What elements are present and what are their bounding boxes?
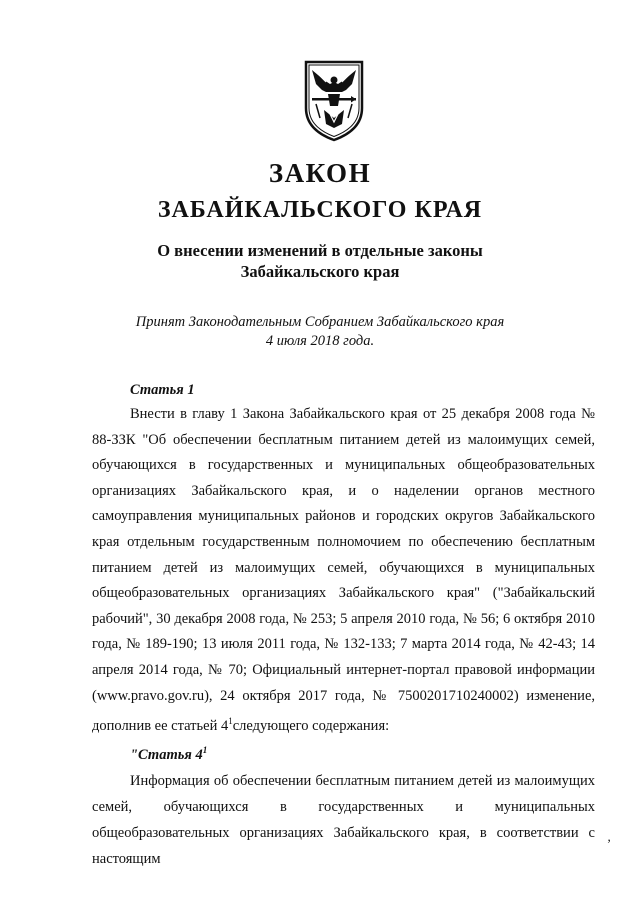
article-4-1-heading xyxy=(130,745,207,764)
article-4-heading-text: "Статья 4 xyxy=(130,746,203,763)
margin-mark: ’ xyxy=(606,836,611,851)
law-title: ЗАКОН xyxy=(268,158,372,188)
article-4-1-paragraph: Информация об обеспечении бесплатным питанием детей из малоимущих семей, обучающихся в государственных и муниципальных общеобразовательных организациях Забайкальского края, в соответствии с настоящим xyxy=(92,773,595,867)
law-region-title: ЗАБАЙКАЛЬСКОГО КРАЯ xyxy=(157,197,483,223)
law-subtitle xyxy=(0,240,640,282)
adoption-note xyxy=(0,313,640,351)
coat-of-arms-emblem xyxy=(302,58,366,142)
article-4-superscript: 1 xyxy=(202,745,208,755)
adoption-line1: Принят Законодательным Собранием Забайкальского края xyxy=(135,314,505,330)
superscript: 1 xyxy=(228,716,233,727)
law-subtitle-line2: Забайкальского края xyxy=(240,262,400,281)
article-1-text-end: следующего содержания: xyxy=(232,717,390,734)
article-4-1-body xyxy=(92,768,595,872)
article-1-paragraph xyxy=(92,402,595,740)
article-1-body xyxy=(92,402,595,740)
article-1-text: Внести в главу 1 Закона Забайкальского края от 25 декабря 2008 года № 88-ЗЗК "Об обеспечении бесплатным питанием детей из малоимущих семей, обучающихся в государственных и муниципальных общеобразовательных организациях Забайкальского края, и о наделении органов местного самоуправления муниципальных районов и городских округов Забайкальского края отдельным государственным полномочием по обеспечению бесплатным питанием детей из малоимущих семей, обучающихся в муниципальных общеобразовательных организациях Забайкальского края" ("Забайкальский рабочий", 30 декабря 2008 года, № 253; 5 апреля 2010 года, № 56; 6 октября 2010 года, № 189-190; 13 июля 2011 года, № 132-133; 7 марта 2014 года, № 42-43; 14 апреля 2014 года, № 70; Официальный интернет-портал правовой информации (www.pravo.gov.ru), 24 октября 2017 года, № 7500201710240002) изменение, дополнив ее статьей 4 xyxy=(92,406,595,734)
article-1-heading: Статья 1 xyxy=(130,382,195,398)
law-subtitle-line1: О внесении изменений в отдельные законы xyxy=(157,241,483,260)
adoption-date: 4 июля 2018 года. xyxy=(265,333,375,349)
